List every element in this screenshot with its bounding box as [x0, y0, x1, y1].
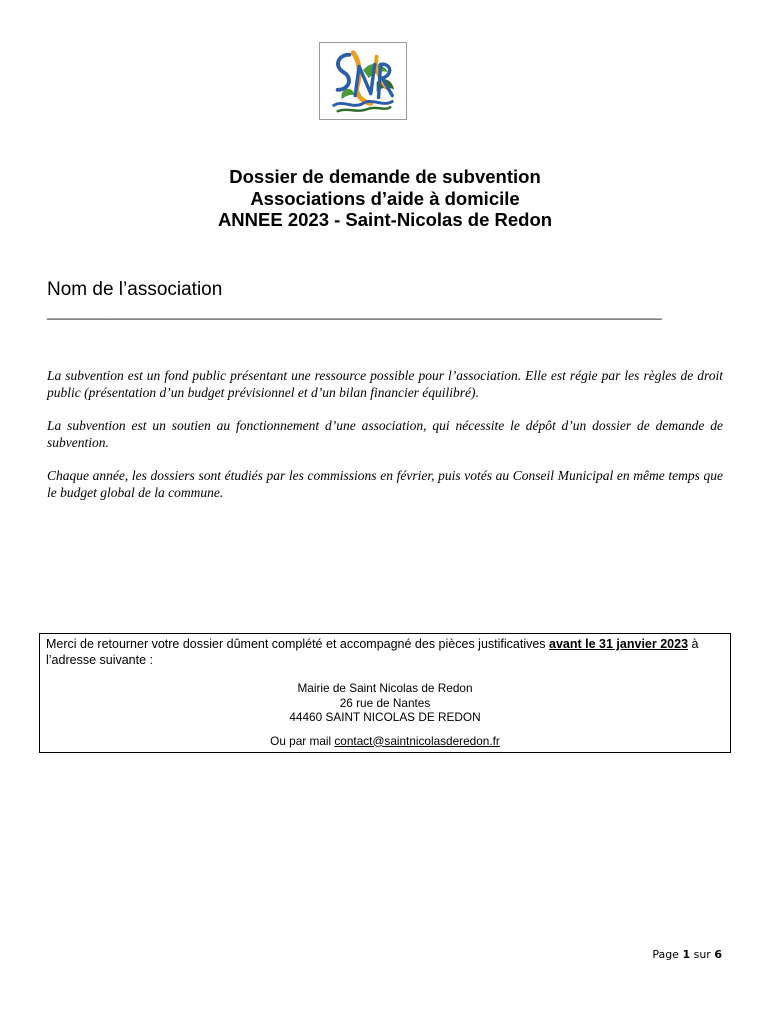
return-instructions	[46, 637, 724, 668]
address-line-2: 26 rue de Nantes	[339, 695, 431, 710]
intro-paragraph-3: Chaque année, les dossiers sont étudiés par les commissions en février, puis votés au Conseil Municipal en même temps que le budget global de la commune.	[47, 468, 723, 500]
email-prefix: Ou par mail	[270, 733, 335, 748]
title-line-2: Associations d’aide à domicile	[250, 187, 520, 209]
email-line	[46, 734, 724, 749]
deadline: avant le 31 janvier 2023	[549, 637, 689, 651]
intro-paragraph-1: La subvention est un fond public présentant une ressource possible pour l’association. Elle est régie par les règles de droit public (présentation d’un budget prévisionnel et d’un bilan financier équilibré).	[47, 368, 723, 400]
of-word: sur	[693, 948, 711, 961]
municipal-logo	[319, 42, 407, 120]
document-title	[0, 166, 770, 231]
mailing-address	[46, 681, 724, 748]
current-page: 1	[682, 948, 691, 961]
snr-logo-icon	[320, 43, 406, 119]
page-number	[652, 947, 722, 963]
title-line-3: ANNEE 2023 - Saint-Nicolas de Redon	[217, 209, 553, 230]
intro-text	[47, 367, 723, 517]
instructions-tail: à l’adresse suivante :	[46, 637, 699, 667]
address-line-1: Mairie de Saint Nicolas de Redon	[297, 681, 473, 695]
email-link[interactable]: contact@saintnicolasderedon.fr	[334, 733, 500, 748]
association-name-label: Nom de l’association	[47, 279, 223, 300]
page-word: Page	[652, 948, 679, 961]
instructions-text: Merci de retourner votre dossier dûment complété et accompagné des pièces justificatives	[46, 637, 550, 651]
title-line-1: Dossier de demande de subvention	[229, 166, 541, 187]
intro-paragraph-2: La subvention est un soutien au fonctionnement d’une association, qui nécessite le dépôt d’un dossier de demande de subvention.	[47, 418, 723, 450]
address-line-3: 44460 SAINT NICOLAS DE REDON	[289, 710, 481, 724]
return-instructions-box	[39, 633, 731, 753]
total-pages: 6	[714, 948, 722, 961]
association-name-blank[interactable]: _____________________________________________________________________________________	[47, 305, 662, 320]
